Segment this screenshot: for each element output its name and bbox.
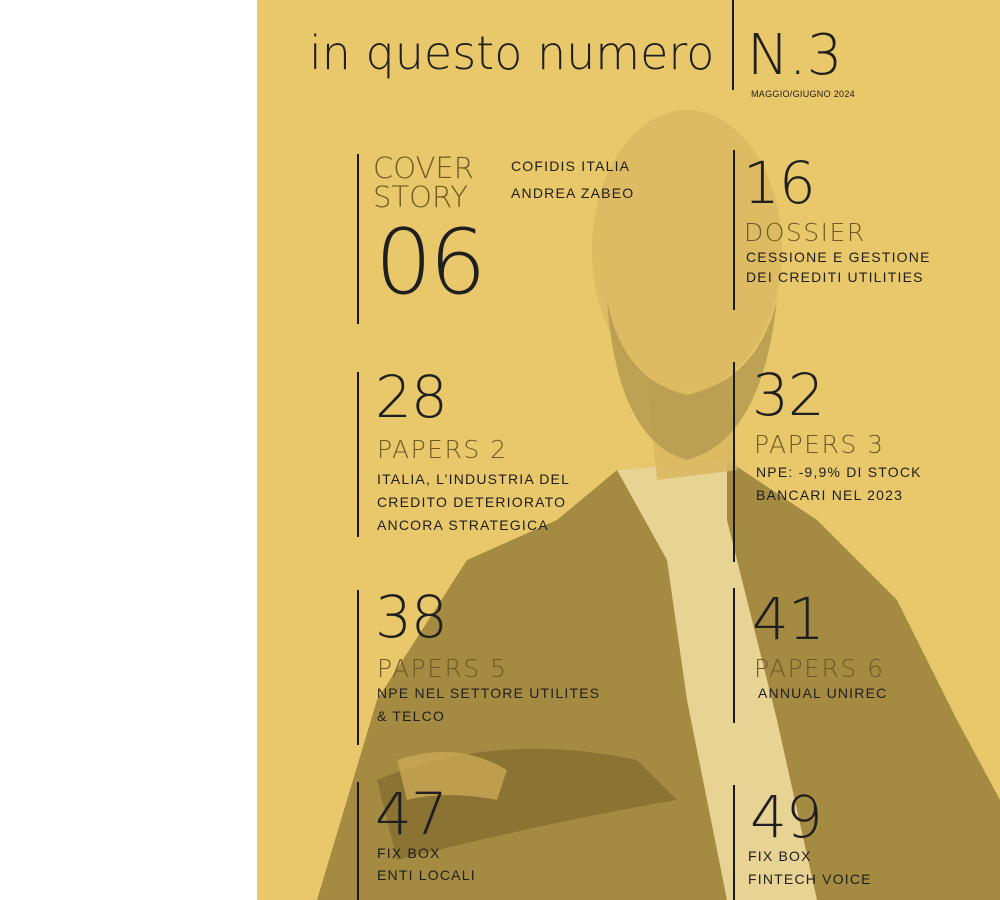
entry-line: NPE: -9,9% DI STOCK xyxy=(756,464,922,480)
cover-portrait-photo xyxy=(257,0,1000,900)
entry-divider xyxy=(733,362,735,562)
entry-line: BANCARI NEL 2023 xyxy=(756,487,904,503)
entry-line: ITALIA, L’INDUSTRIA DEL xyxy=(377,471,571,487)
issue-number: N.3 xyxy=(747,23,843,88)
entry-section: DOSSIER xyxy=(744,218,866,247)
entry-line: FINTECH VOICE xyxy=(748,871,872,887)
entry-line: CESSIONE E GESTIONE xyxy=(746,249,931,265)
entry-section: PAPERS 2 xyxy=(377,435,508,464)
entry-section: PAPERS 5 xyxy=(377,654,508,683)
entry-page-number: 16 xyxy=(743,149,815,217)
entry-divider xyxy=(357,590,359,745)
entry-line: ANCORA STRATEGICA xyxy=(377,517,549,533)
entry-line: ENTI LOCALI xyxy=(377,867,476,883)
entry-page-number: 38 xyxy=(375,583,447,651)
entry-page-number: 49 xyxy=(750,783,822,851)
cover-story-person: ANDREA ZABEO xyxy=(511,185,635,201)
entry-page-number: 32 xyxy=(752,361,824,429)
entry-line: FIX BOX xyxy=(748,848,812,864)
page-title: in questo numero xyxy=(309,26,715,80)
entry-section: PAPERS 3 xyxy=(754,430,885,459)
entry-line: ANNUAL UNIREC xyxy=(758,685,888,701)
entry-line: CREDITO DETERIORATO xyxy=(377,494,567,510)
entry-divider xyxy=(357,372,359,537)
entry-section: PAPERS 6 xyxy=(754,654,885,683)
entry-line: & TELCO xyxy=(377,708,446,724)
entry-divider xyxy=(733,588,735,723)
entry-divider xyxy=(733,150,735,310)
cover-story-divider xyxy=(357,154,359,324)
header-divider xyxy=(732,0,734,90)
cover-label-line1: COVER xyxy=(373,151,474,185)
issue-date: MAGGIO/GIUGNO 2024 xyxy=(751,89,855,99)
entry-line: FIX BOX xyxy=(377,845,441,861)
magazine-contents-page xyxy=(257,0,1000,900)
entry-page-number: 41 xyxy=(752,585,824,653)
entry-page-number: 28 xyxy=(375,363,447,431)
entry-divider xyxy=(733,785,735,900)
entry-divider xyxy=(357,782,359,900)
cover-story-page: 06 xyxy=(375,210,484,315)
cover-label-line2: STORY xyxy=(373,180,468,214)
entry-page-number: 47 xyxy=(375,780,447,848)
cover-story-label xyxy=(373,151,474,214)
cover-story-company: COFIDIS ITALIA xyxy=(511,158,631,174)
entry-line: NPE NEL SETTORE UTILITES xyxy=(377,685,601,701)
entry-line: DEI CREDITI UTILITIES xyxy=(746,269,924,285)
